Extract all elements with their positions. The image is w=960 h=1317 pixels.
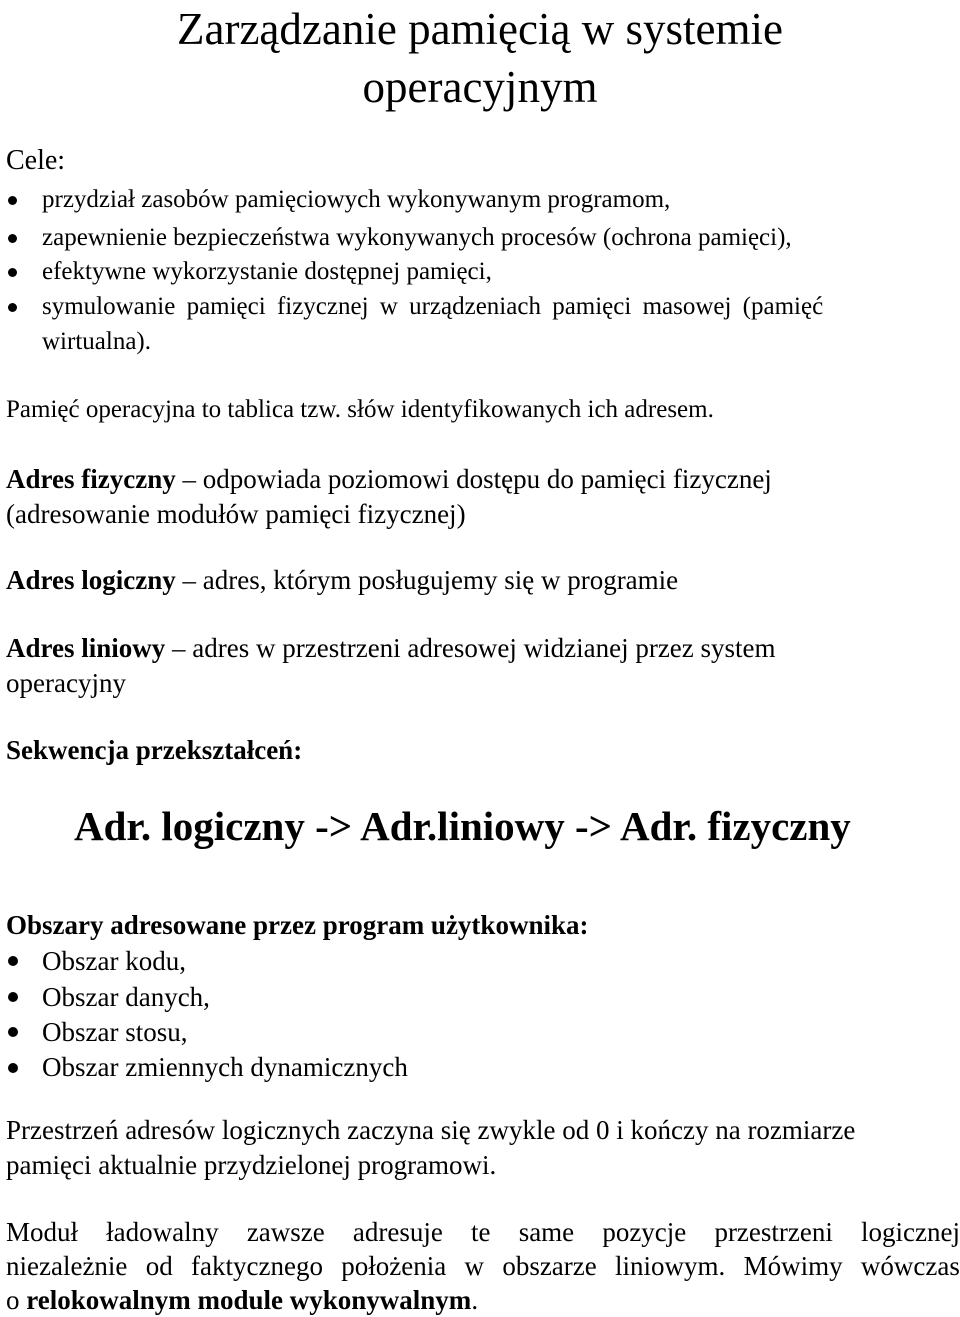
logical-address-desc: adres, którym posługujemy się w programie — [202, 565, 679, 595]
bullet-icon — [8, 992, 18, 1002]
page-title — [0, 0, 960, 116]
word: obszarze — [502, 1251, 597, 1281]
module-emphasis: relokowalnym module wykonywalnym — [26, 1285, 472, 1315]
linear-address-desc: adres w przestrzeni adresowej widzianej przez system — [192, 633, 776, 663]
word: wówczas — [860, 1251, 960, 1281]
memory-definition: Pamięć operacyjna to tablica tzw. słów identyfikowanych ich adresem. — [6, 396, 714, 423]
dash: – — [175, 565, 203, 595]
physical-address-term: Adres fizyczny — [6, 464, 176, 494]
dash: – — [165, 633, 193, 663]
bullet-icon — [8, 268, 17, 277]
word: te — [471, 1217, 491, 1247]
goals-item-3: efektywne wykorzystanie dostępnej pamięci, — [42, 258, 492, 285]
word: położenia — [341, 1251, 447, 1281]
goals-heading: Cele: — [6, 145, 66, 176]
module-line-1 — [6, 1215, 960, 1249]
word: niezależnie — [6, 1251, 128, 1281]
physical-address-desc: odpowiada poziomowi dostępu do pamięci fizycznej — [202, 464, 772, 494]
physical-address-line-2: (adresowanie modułów pamięci fizycznej) — [6, 499, 466, 529]
word: pozycje — [602, 1217, 687, 1247]
bullet-icon — [8, 234, 17, 243]
areas-item-4: Obszar zmiennych dynamicznych — [42, 1052, 408, 1082]
areas-heading — [6, 908, 588, 942]
word: Moduł — [6, 1217, 79, 1247]
logical-space-line-1: Przestrzeń adresów logicznych zaczyna się zwykle od 0 i kończy na rozmiarze — [6, 1115, 856, 1145]
logical-address — [6, 563, 678, 597]
areas-heading-text: Obszary adresowane przez program użytkownika: — [6, 910, 589, 940]
bullet-icon — [8, 196, 17, 205]
areas-item-3: Obszar stosu, — [42, 1017, 188, 1047]
bullet-icon — [8, 303, 17, 312]
goals-item-4-text: symulowanie pamięci fizycznej w urządzeniach pamięci masowej (pamięć — [42, 293, 824, 320]
logical-space-line-2: pamięci aktualnie przydzielonej programowi. — [6, 1150, 497, 1180]
word: ładowalny — [106, 1217, 219, 1247]
module-line-2 — [6, 1249, 960, 1283]
word: liniowym. — [615, 1251, 726, 1281]
sequence-heading-text: Sekwencja przekształceń: — [6, 735, 303, 765]
module-line-3 — [6, 1283, 478, 1317]
word: logicznej — [861, 1217, 960, 1247]
logical-address-term: Adres logiczny — [6, 565, 176, 595]
module-suffix: . — [471, 1285, 479, 1315]
goals-item-4 — [42, 290, 960, 324]
word: w — [464, 1251, 485, 1281]
word: adresuje — [352, 1217, 443, 1247]
sequence-chain: Adr. logiczny -> Adr.liniowy -> Adr. fizyczny — [74, 803, 851, 849]
linear-address-term: Adres liniowy — [6, 633, 166, 663]
bullet-icon — [8, 956, 18, 966]
physical-address-line-1 — [6, 462, 772, 496]
title-line-2: operacyjnym — [362, 62, 598, 112]
areas-item-1: Obszar kodu, — [42, 946, 186, 976]
goals-item-1: przydział zasobów pamięciowych wykonywanym programom, — [42, 186, 671, 213]
word: Mówimy — [743, 1251, 843, 1281]
bullet-icon — [8, 1027, 18, 1037]
dash: – — [175, 464, 203, 494]
module-prefix: o — [6, 1285, 27, 1315]
word: zawsze — [246, 1217, 325, 1247]
linear-address-line-2: operacyjny — [6, 668, 126, 698]
goals-item-4-cont: wirtualna). — [42, 328, 151, 355]
goals-item-2: zapewnienie bezpieczeństwa wykonywanych procesów (ochrona pamięci), — [42, 224, 792, 251]
word: od — [145, 1251, 173, 1281]
word: przestrzeni — [714, 1217, 833, 1247]
sequence-heading — [6, 733, 302, 767]
areas-item-2: Obszar danych, — [42, 982, 210, 1012]
title-line-1: Zarządzanie pamięcią w systemie — [177, 4, 783, 54]
bullet-icon — [8, 1063, 18, 1073]
word: faktycznego — [191, 1251, 323, 1281]
word: same — [518, 1217, 575, 1247]
linear-address-line-1 — [6, 631, 776, 665]
